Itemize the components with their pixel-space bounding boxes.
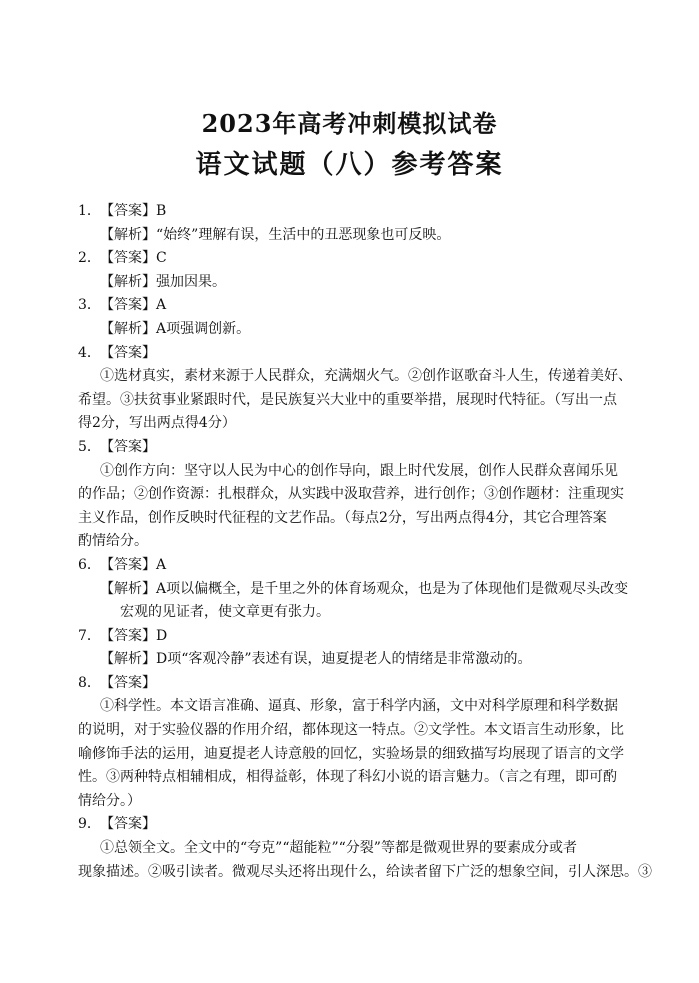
item-number: 4． — [78, 344, 101, 361]
item-number: 7． — [78, 627, 101, 644]
answer-label: 【答案】C — [100, 250, 167, 267]
answer-body-line: 性。③两种特点相辅相成，相得益彰，体现了科幻小说的语言魅力。（言之有理，即可酌 — [78, 769, 617, 786]
answer-body-line: 酌情给分。 — [78, 533, 148, 550]
answer-body-line: ①科学性。本文语言准确、逼真、形象，富于科学内涵，文中对科学原理和科学数据 — [100, 698, 618, 715]
item-number: 5． — [78, 438, 101, 455]
answer-body-line: 希望。③扶贫事业紧跟时代，是民族复兴大业中的重要举措，展现时代特征。（写出一点 — [78, 391, 617, 408]
item-number: 3． — [78, 297, 101, 314]
answer-body-line: ①选材真实，素材来源于人民群众，充满烟火气。②创作讴歌奋斗人生，传递着美好、 — [100, 368, 632, 385]
answer-item-4 — [78, 342, 638, 366]
explanation-2: 【解析】强加因果。 — [100, 273, 226, 290]
answer-item-8 — [78, 672, 638, 696]
answer-label: 【答案】 — [100, 438, 156, 455]
answer-item-7 — [78, 625, 638, 649]
answer-item-6 — [78, 554, 638, 578]
answer-body-line: 主义作品，创作反映时代征程的文艺作品。（每点2分，写出两点得4分，其它合理答案 — [78, 509, 607, 526]
item-number: 6． — [78, 556, 101, 573]
explanation-6: 【解析】A项以偏概全，是千里之外的体育场观众，也是为了体现他们是微观尽头改变 — [100, 580, 629, 597]
answer-body-line: 现象描述。②吸引读者。微观尽头还将出现什么，给读者留下广泛的想象空间，引人深思。③ — [78, 863, 652, 880]
page-subtitle: 语文试题（八）参考答案 — [195, 150, 504, 180]
answer-label: 【答案】A — [100, 297, 167, 314]
answer-item-9 — [78, 813, 638, 837]
answer-item-5 — [78, 436, 638, 460]
item-number: 8． — [78, 674, 101, 691]
answer-item-2 — [78, 247, 638, 271]
answer-body-line: 情给分。） — [78, 792, 141, 809]
answer-item-1 — [78, 200, 638, 224]
explanation-1: 【解析】“始终”理解有误，生活中的丑恶现象也可反映。 — [100, 226, 451, 243]
answer-body-line: ①创作方向：坚守以人民为中心的创作导向，跟上时代发展，创作人民群众喜闻乐见 — [100, 462, 618, 479]
answer-body-line: ①总领全文。全文中的“夸克”“超能粒”“分裂”等都是微观世界的要素成分或者 — [100, 840, 577, 857]
explanation-3: 【解析】A项强调创新。 — [100, 320, 251, 337]
item-number: 9． — [78, 816, 101, 833]
item-number: 1． — [78, 203, 101, 219]
answer-body-line: 的说明，对于实验仪器的作用介绍，都体现这一特点。②文学性。本文语言生动形象，比 — [78, 722, 624, 739]
answer-list — [78, 200, 652, 884]
answer-body-line: 喻修饰手法的运用，迪夏提老人诗意般的回忆，实验场景的细致描写均展现了语言的文学 — [78, 745, 624, 762]
answer-body-line: 得2分，写出两点得4分） — [78, 415, 236, 432]
item-number: 2． — [78, 250, 101, 267]
answer-label: 【答案】D — [100, 627, 168, 644]
answer-label: 【答案】 — [100, 344, 156, 361]
answer-label: 【答案】B — [100, 203, 167, 219]
answer-item-3 — [78, 294, 638, 318]
answer-label: 【答案】A — [100, 556, 167, 573]
page-title: 2023年高考冲刺模拟试卷 — [201, 109, 498, 138]
explanation-7: 【解析】D项“客观冷静”表述有误，迪夏提老人的情绪是非常激动的。 — [100, 651, 532, 668]
answer-body-line: 的作品；②创作资源：扎根群众，从实践中汲取营养，进行创作；③创作题材：注重现实 — [78, 486, 624, 503]
explanation-6-cont: 宏观的见证者，使文章更有张力。 — [120, 604, 330, 621]
answer-label: 【答案】 — [100, 674, 156, 691]
answer-label: 【答案】 — [100, 816, 156, 833]
